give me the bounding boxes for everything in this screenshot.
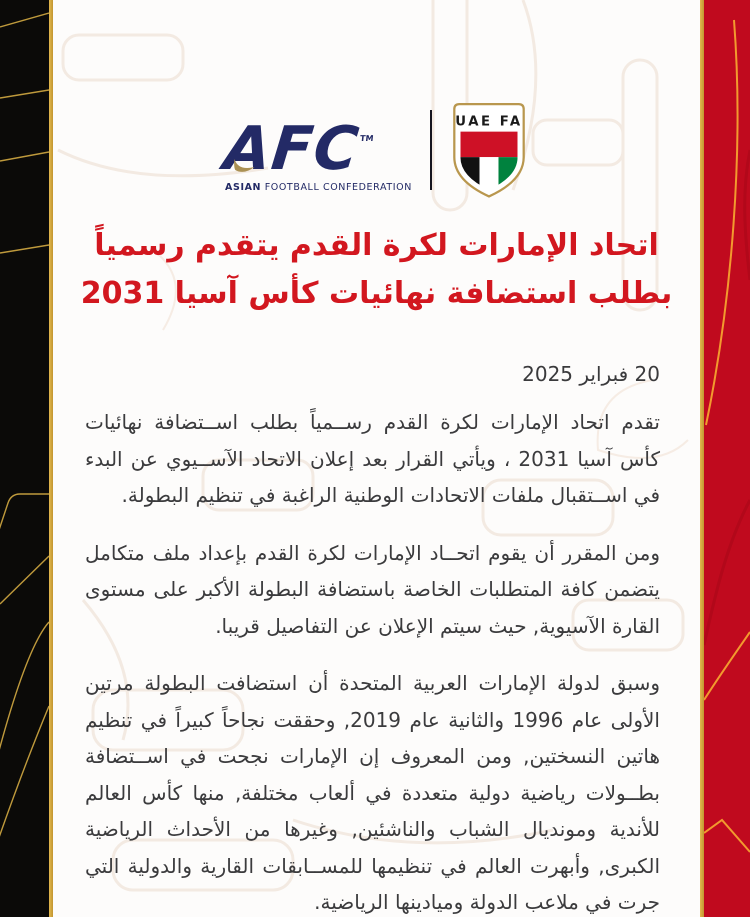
headline — [53, 222, 700, 318]
afc-tagline: ASIAN FOOTBALL CONFEDERATION — [225, 181, 412, 193]
date: 20 فبراير 2025 — [522, 362, 660, 386]
paragraph-3: وسبق لدولة الإمارات العربية المتحدة أن استضافت البطولة مرتين الأولى عام 1996 والثانية عام 2019, وحققت نجاحاً كبيراً في تنظيم هاتين النسختين, ومن المعروف إن الإمارات نجحت في اســتضافة بطــولات رياضية دولية متعددة في ألعاب مختلفة, منها كأس العالم للأندية ومونديال الشباب والناشئين, وغيرها من الأحداث الرياضية الكبرى, وأبهرت العالم في تنظيمها للمســابقات القارية والدولية التي جرت في ملاعب الدولة وميادينها الرياضية. — [85, 671, 660, 914]
afc-logo — [220, 108, 412, 193]
paragraph-2: ومن المقرر أن يقوم اتحــاد الإمارات لكرة القدم بإعداد ملف متكامل يتضمن كافة المتطلبات الخاصة باستضافة البطولة الأكبر على مستوى القارة الآسيوية, حيث سيتم الإعلان عن التفاصيل قريبا. — [85, 540, 660, 638]
afc-wordmark: AFC™ — [220, 113, 374, 184]
uaefa-label: UAE FA — [455, 114, 523, 130]
right-red-band — [704, 0, 750, 917]
logo-separator — [430, 110, 432, 190]
gold-ornament-lines-icon — [0, 0, 49, 917]
uaefa-logo — [450, 100, 528, 200]
left-black-sidebar — [0, 0, 49, 917]
body-text — [85, 404, 660, 917]
red-band-curves-icon — [704, 0, 750, 917]
afc-trademark: TM — [359, 133, 374, 143]
headline-line2: بطلب استضافة نهائيات كأس آسيا 2031 — [80, 276, 673, 311]
afc-crescent-icon — [232, 159, 258, 174]
logos-row — [53, 100, 700, 200]
headline-line1: اتحاد الإمارات لكرة القدم يتقدم رسمياً — [94, 228, 659, 263]
paragraph-1: تقدم اتحاد الإمارات لكرة القدم رســمياً بطلب اســتضافة نهائيات كأس آسيا 2031 ، ويأتي القرار بعد إعلان الاتحاد الآســيوي عن البدء في اســتقبال ملفات الاتحادات الوطنية الراغبة في تنظيم البطولة. — [85, 410, 661, 507]
